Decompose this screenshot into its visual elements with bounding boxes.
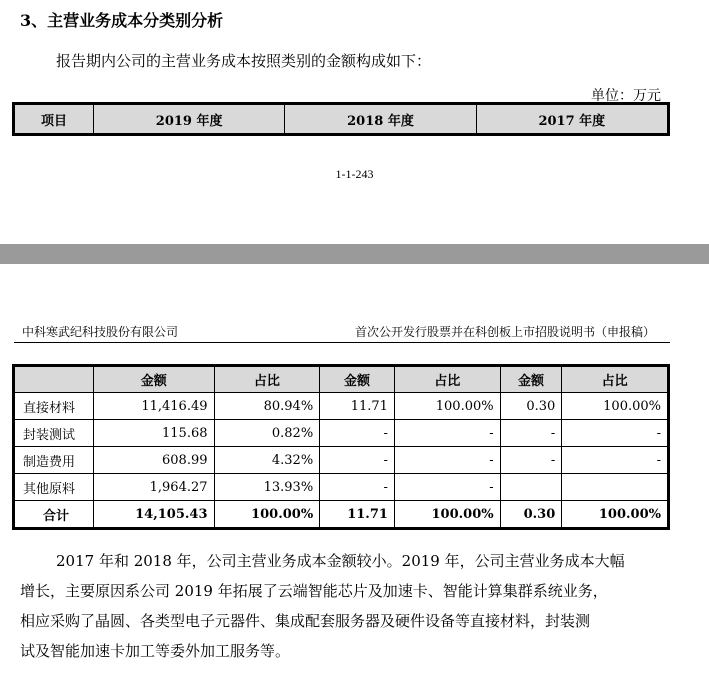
table-cell: 11.71	[320, 501, 395, 528]
table-cell: 11,416.49	[94, 393, 215, 420]
paragraph-line: 相应采购了晶圆、各类型电子元器件、集成配套服务器及硬件设备等直接材料，封装测	[20, 612, 591, 630]
table-cell: 0.30	[500, 393, 562, 420]
col-item-header: 项目	[15, 105, 94, 134]
table-cell: -	[320, 420, 395, 447]
unit-label: 单位：万元	[591, 88, 661, 104]
table-cell: 14,105.43	[94, 501, 215, 528]
table-cell: 100.00%	[562, 393, 668, 420]
header-divider	[14, 342, 670, 343]
table-cell: -	[394, 474, 500, 501]
row-label: 其他原料	[15, 474, 94, 501]
subheader-amount-2018: 金额	[320, 367, 395, 393]
table-cell: 11.71	[320, 393, 395, 420]
table-row	[15, 474, 668, 501]
page-number: 1-1-243	[335, 167, 374, 181]
table-cell: 0.30	[500, 501, 562, 528]
row-label: 制造费用	[15, 447, 94, 474]
table-cell: 13.93%	[214, 474, 320, 501]
subheader-empty	[15, 367, 94, 393]
subheader-share-2018: 占比	[394, 367, 500, 393]
paragraph-line: 增长，主要原因系公司 2019 年拓展了云端智能芯片及加速卡、智能计算集群系统业务，	[20, 582, 608, 600]
subheader-share-2019: 占比	[214, 367, 320, 393]
total-label: 合计	[15, 501, 94, 528]
table-row	[15, 393, 668, 420]
table-cell: -	[394, 447, 500, 474]
col-2017-header: 2017 年度	[476, 105, 667, 134]
header-document: 首次公开发行股票并在科创板上市招股说明书（申报稿）	[354, 325, 655, 339]
table-cell: 1,964.27	[94, 474, 215, 501]
cost-table-subheader-row	[15, 367, 668, 393]
section-heading: 3、主营业务成本分类别分析	[20, 11, 224, 30]
table-cell: 100.00%	[214, 501, 320, 528]
total-row	[15, 501, 668, 528]
page-break-band	[0, 244, 709, 264]
table-cell: 4.32%	[214, 447, 320, 474]
col-2019-header: 2019 年度	[94, 105, 285, 134]
table-cell: 0.82%	[214, 420, 320, 447]
analysis-paragraph	[20, 546, 670, 666]
table-cell	[500, 474, 562, 501]
row-label: 直接材料	[15, 393, 94, 420]
table-cell: -	[500, 447, 562, 474]
table-cell: -	[320, 474, 395, 501]
table-cell: -	[394, 420, 500, 447]
header-company: 中科寒武纪科技股份有限公司	[22, 325, 179, 339]
intro-text: 报告期内公司的主营业务成本按照类别的金额构成如下：	[56, 52, 432, 70]
table-cell: -	[562, 420, 668, 447]
table-cell: 608.99	[94, 447, 215, 474]
table-cell: 100.00%	[394, 393, 500, 420]
year-header-table	[14, 104, 668, 134]
table-cell: 100.00%	[562, 501, 668, 528]
subheader-amount-2017: 金额	[500, 367, 562, 393]
table-cell: 115.68	[94, 420, 215, 447]
table-cell	[562, 474, 668, 501]
subheader-amount-2019: 金额	[94, 367, 215, 393]
row-label: 封装测试	[15, 420, 94, 447]
table-cell: -	[562, 447, 668, 474]
subheader-share-2017: 占比	[562, 367, 668, 393]
table-cell: -	[320, 447, 395, 474]
year-header-row	[15, 105, 668, 134]
table-row	[15, 420, 668, 447]
paragraph-line: 2017 年和 2018 年，公司主营业务成本金额较小。2019 年，公司主营业务成本大幅	[56, 552, 625, 570]
table-cell: -	[500, 420, 562, 447]
table-cell: 100.00%	[394, 501, 500, 528]
table-row	[15, 447, 668, 474]
paragraph-line: 试及智能加速卡加工等委外加工服务等。	[20, 642, 291, 660]
col-2018-header: 2018 年度	[285, 105, 476, 134]
cost-table	[14, 366, 668, 528]
table-cell: 80.94%	[214, 393, 320, 420]
